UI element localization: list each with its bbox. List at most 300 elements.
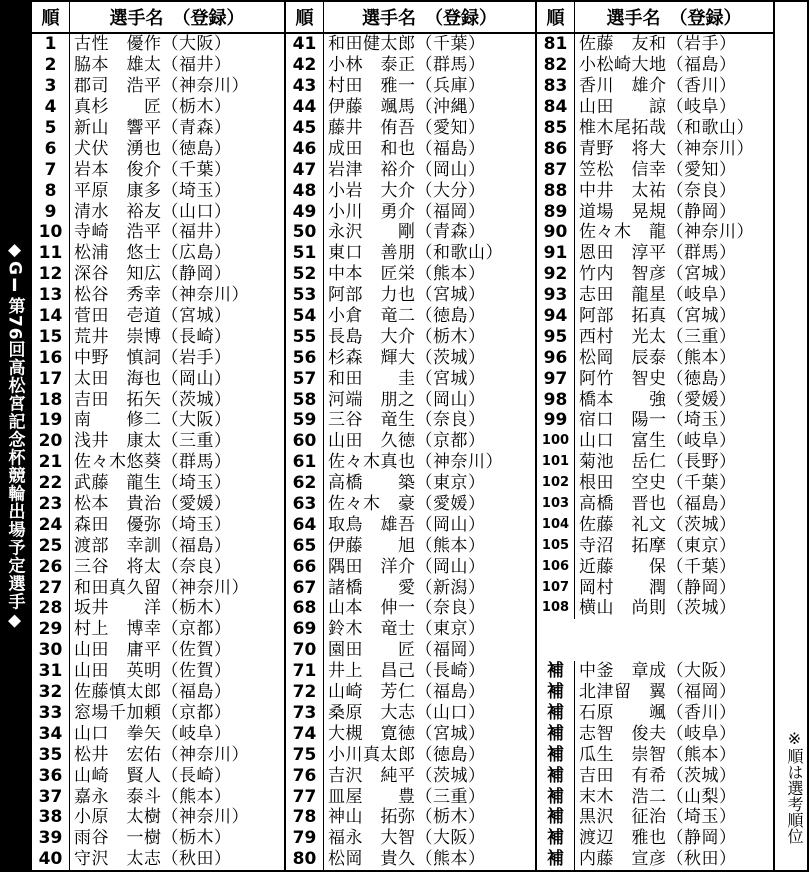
order-number: 80	[286, 849, 324, 870]
rider-name: 真杉 匠（栃木）	[74, 97, 232, 118]
order-number: 54	[286, 306, 324, 327]
table-row	[286, 640, 535, 661]
table-row	[32, 640, 284, 661]
order-number: 91	[537, 243, 575, 264]
rider-name: 守沢 太志（秋田）	[74, 849, 232, 870]
rider-name: 新山 響平（青森）	[74, 118, 232, 138]
order-number: 29	[32, 619, 70, 640]
rider-name: 松井 宏佑（神奈川）	[74, 744, 249, 765]
rider-name: 笠松 信幸（愛知）	[579, 159, 737, 180]
rider-name: 阿部 力也（宮城）	[328, 285, 486, 306]
order-number: 1	[32, 34, 70, 55]
table-row	[537, 577, 773, 598]
order-number: 36	[32, 765, 70, 786]
table-row	[286, 326, 535, 347]
order-number: 補	[537, 786, 575, 807]
table-row	[537, 598, 773, 619]
rider-name: 中野 慎詞（岩手）	[74, 347, 232, 368]
order-number: 83	[537, 76, 575, 97]
table-row	[286, 682, 535, 703]
order-number: 106	[537, 556, 575, 577]
order-number: 90	[537, 222, 575, 243]
rider-name: 渡辺 雅也（静岡）	[579, 828, 737, 849]
table-row	[32, 326, 284, 347]
table-row	[537, 34, 773, 55]
table-row	[537, 285, 773, 306]
table-row	[537, 410, 773, 431]
order-number: 31	[32, 661, 70, 682]
order-number: 94	[537, 306, 575, 327]
rider-name: 松本 貴治（愛媛）	[74, 494, 232, 515]
order-number: 12	[32, 264, 70, 285]
order-number: 79	[286, 828, 324, 849]
rider-name: 阿部 拓真（宮城）	[579, 306, 737, 327]
order-number: 96	[537, 347, 575, 368]
title-bar	[0, 0, 30, 872]
order-number: 45	[286, 118, 324, 139]
table-row	[32, 514, 284, 535]
table-row	[286, 347, 535, 368]
rider-name: 小川 勇介（福岡）	[328, 201, 486, 222]
rider-name: 深谷 知広（静岡）	[74, 264, 232, 285]
order-number: 35	[32, 744, 70, 765]
rider-name: 渡部 幸訓（福島）	[74, 535, 232, 556]
order-number: 37	[32, 786, 70, 807]
table-row	[32, 577, 284, 598]
table-row	[286, 556, 535, 577]
table-row	[537, 138, 773, 159]
order-number: 34	[32, 723, 70, 744]
table-row	[32, 55, 284, 76]
order-number: 70	[286, 640, 324, 661]
table-row	[537, 661, 773, 682]
rider-name: 高橋 築（東京）	[328, 473, 486, 494]
rider-name: 橋本 強（愛媛）	[579, 389, 737, 410]
rider-name: 松岡 辰泰（熊本）	[579, 347, 737, 368]
table-row	[32, 368, 284, 389]
table-row	[32, 76, 284, 97]
order-number: 補	[537, 703, 575, 724]
table-row	[537, 180, 773, 201]
order-number: 99	[537, 410, 575, 431]
rider-name: 郡司 浩平（神奈川）	[74, 76, 249, 97]
order-number: 93	[537, 285, 575, 306]
table-row	[32, 744, 284, 765]
table-row	[286, 828, 535, 849]
table-row	[32, 431, 284, 452]
rider-name: 浅井 康太（三重）	[74, 431, 232, 452]
rider-name: 竹内 智彦（宮城）	[579, 264, 737, 285]
rider-name: 佐藤慎太郎（福島）	[74, 682, 232, 703]
table-row	[286, 494, 535, 515]
order-number: 102	[537, 473, 575, 494]
order-number: 33	[32, 703, 70, 724]
table-row	[286, 159, 535, 180]
order-number: 30	[32, 640, 70, 661]
table-row	[32, 619, 284, 640]
table-row	[286, 807, 535, 828]
rider-name: 杉森 輝大（茨城）	[328, 347, 486, 368]
order-number: 108	[537, 598, 575, 619]
table-row	[32, 786, 284, 807]
table-row	[286, 744, 535, 765]
table-row	[286, 849, 535, 870]
rider-name: 菊池 岳仁（長野）	[579, 452, 737, 473]
table-row	[32, 180, 284, 201]
name-header: 選手名 （登録）	[362, 8, 497, 29]
table-row	[537, 222, 773, 243]
order-number: 97	[537, 368, 575, 389]
order-number: 18	[32, 389, 70, 410]
rider-name: 取鳥 雄吾（岡山）	[328, 514, 486, 535]
table-row	[32, 473, 284, 494]
rider-name: 根田 空史（千葉）	[579, 473, 737, 494]
table-row	[32, 452, 284, 473]
order-header: 順	[32, 2, 70, 32]
table-row	[32, 97, 284, 118]
order-number: 104	[537, 514, 575, 535]
order-number: 77	[286, 786, 324, 807]
order-number: 13	[32, 285, 70, 306]
rider-name: 佐藤 礼文（茨城）	[579, 514, 737, 535]
order-number: 57	[286, 368, 324, 389]
name-header: 選手名 （登録）	[606, 8, 742, 29]
table-row	[32, 598, 284, 619]
order-number: 74	[286, 723, 324, 744]
order-number: 51	[286, 243, 324, 264]
table-row	[537, 535, 773, 556]
rider-name: 成田 和也（福島）	[328, 138, 486, 159]
rider-name: 桑原 大志（山口）	[328, 702, 486, 723]
table-row	[537, 159, 773, 180]
rider-name: 山口 拳矢（岐阜）	[74, 723, 232, 744]
order-number: 11	[32, 243, 70, 264]
table-row	[537, 368, 773, 389]
order-number: 4	[32, 97, 70, 118]
table-row	[537, 55, 773, 76]
order-number: 3	[32, 76, 70, 97]
table-row	[32, 723, 284, 744]
table-row	[32, 201, 284, 222]
rider-name: 森田 優弥（埼玉）	[74, 514, 232, 535]
order-number: 26	[32, 556, 70, 577]
table-row	[32, 849, 284, 870]
table-row	[286, 598, 535, 619]
rider-name: 和田 圭（宮城）	[328, 368, 486, 389]
table-row	[286, 97, 535, 118]
table-row	[537, 744, 773, 765]
order-number: 81	[537, 34, 575, 55]
rider-name: 三谷 竜生（奈良）	[328, 410, 486, 431]
rider-name: 山崎 芳仁（福島）	[328, 682, 486, 703]
table-row	[32, 222, 284, 243]
order-number: 補	[537, 849, 575, 870]
rider-name: 古性 優作（大阪）	[74, 34, 232, 55]
rider-name: 三谷 将太（奈良）	[74, 556, 232, 577]
rider-name: 西村 光太（三重）	[579, 326, 737, 347]
rider-name: 佐々木 豪（愛媛）	[328, 494, 486, 515]
order-number: 補	[537, 682, 575, 703]
rider-name: 武藤 龍生（埼玉）	[74, 473, 232, 494]
rider-name: 道場 晃規（静岡）	[579, 201, 737, 222]
rider-name: 阿竹 智史（徳島）	[579, 368, 737, 389]
order-number: 38	[32, 807, 70, 828]
rider-name: 南 修二（大阪）	[74, 410, 232, 431]
order-number: 103	[537, 494, 575, 515]
rider-name: 松浦 悠士（広島）	[74, 243, 232, 264]
order-number: 2	[32, 55, 70, 76]
rider-name: 村上 博幸（京都）	[74, 619, 232, 640]
table-row	[286, 180, 535, 201]
order-number: 10	[32, 222, 70, 243]
table-row	[286, 264, 535, 285]
table-row	[32, 285, 284, 306]
order-number: 87	[537, 159, 575, 180]
table-row	[32, 306, 284, 327]
table-row	[32, 556, 284, 577]
rider-name: 山田 英明（佐賀）	[74, 661, 232, 682]
order-number: 69	[286, 619, 324, 640]
table-row	[286, 410, 535, 431]
table-row	[537, 201, 773, 222]
rider-name: 小原 太樹（神奈川）	[74, 807, 249, 828]
order-number: 25	[32, 535, 70, 556]
rider-name: 黒沢 征治（埼玉）	[579, 807, 737, 828]
order-number: 68	[286, 598, 324, 619]
order-number: 64	[286, 514, 324, 535]
order-number: 19	[32, 410, 70, 431]
table-row	[537, 118, 773, 139]
order-number: 14	[32, 306, 70, 327]
order-number: 16	[32, 347, 70, 368]
order-number: 63	[286, 494, 324, 515]
rider-name: 末木 浩二（山梨）	[579, 786, 737, 807]
rider-name: 雨谷 一樹（栃木）	[74, 828, 232, 849]
table-row	[537, 326, 773, 347]
table-row	[286, 118, 535, 139]
table-row	[537, 786, 773, 807]
rider-name: 山崎 賢人（長崎）	[74, 765, 232, 786]
table-row	[537, 264, 773, 285]
rider-name: 嘉永 泰斗（熊本）	[74, 786, 232, 807]
rider-name: 青野 将大（神奈川）	[579, 138, 754, 159]
rider-name: 和田真久留（神奈川）	[74, 577, 249, 598]
table-row	[286, 765, 535, 786]
table-row	[32, 347, 284, 368]
order-number: 88	[537, 180, 575, 201]
table-row	[32, 264, 284, 285]
order-number: 53	[286, 285, 324, 306]
order-number: 65	[286, 535, 324, 556]
rider-name: 横山 尚則（茨城）	[579, 598, 737, 619]
rider-name: 松岡 貴久（熊本）	[328, 849, 486, 870]
rider-name: 坂井 洋（栃木）	[74, 598, 232, 619]
rider-name: 宿口 陽一（埼玉）	[579, 410, 737, 431]
table-row	[286, 76, 535, 97]
table-row	[286, 452, 535, 473]
order-number: 100	[537, 431, 575, 452]
table-row	[537, 849, 773, 870]
order-number: 73	[286, 703, 324, 724]
rider-name: 寺崎 浩平（福井）	[74, 222, 232, 243]
order-number: 22	[32, 473, 70, 494]
order-number: 85	[537, 118, 575, 139]
name-header: 選手名 （登録）	[109, 8, 245, 29]
rider-name: 東口 善朋（和歌山）	[328, 243, 503, 264]
roster-column-3	[537, 2, 775, 870]
order-number: 60	[286, 431, 324, 452]
order-number: 48	[286, 180, 324, 201]
table-row	[286, 473, 535, 494]
rider-name: 井上 昌己（長崎）	[328, 661, 486, 682]
order-number: 21	[32, 452, 70, 473]
rider-name: 和田健太郎（千葉）	[328, 34, 486, 55]
rider-name: 中釜 章成（大阪）	[579, 661, 737, 682]
rider-name: 恩田 淳平（群馬）	[579, 243, 737, 264]
table-row	[537, 723, 773, 744]
rider-name: 椎木尾拓哉（和歌山）	[579, 118, 754, 138]
order-number: 15	[32, 326, 70, 347]
order-number: 44	[286, 97, 324, 118]
table-row	[286, 535, 535, 556]
rider-name: 石原 颯（香川）	[579, 702, 737, 723]
rider-name: 近藤 保（千葉）	[579, 556, 737, 577]
order-number: 47	[286, 159, 324, 180]
order-number: 32	[32, 682, 70, 703]
rider-name: 佐々木悠葵（群馬）	[74, 452, 232, 473]
order-number: 76	[286, 765, 324, 786]
rider-name: 高橋 晋也（福島）	[579, 494, 737, 515]
order-number: 71	[286, 661, 324, 682]
table-row	[286, 577, 535, 598]
spacer	[537, 619, 773, 640]
table-row	[537, 243, 773, 264]
order-number: 50	[286, 222, 324, 243]
table-row	[32, 389, 284, 410]
table-row	[537, 452, 773, 473]
table-row	[32, 703, 284, 724]
rider-name: 志田 龍星（岐阜）	[579, 285, 737, 306]
rider-name: 小倉 竜二（徳島）	[328, 306, 486, 327]
rider-name: 脇本 雄太（福井）	[74, 55, 232, 76]
order-number: 92	[537, 264, 575, 285]
table-row	[286, 138, 535, 159]
rider-name: 岡村 潤（静岡）	[579, 577, 737, 598]
rider-name: 山本 伸一（奈良）	[328, 598, 486, 619]
order-number: 6	[32, 138, 70, 159]
rider-name: 吉田 拓矢（茨城）	[74, 389, 232, 410]
table-row	[286, 306, 535, 327]
order-number: 補	[537, 765, 575, 786]
order-number: 67	[286, 577, 324, 598]
order-number: 56	[286, 347, 324, 368]
table-row	[537, 473, 773, 494]
order-number: 62	[286, 473, 324, 494]
order-number: 78	[286, 807, 324, 828]
table-row	[286, 431, 535, 452]
rider-name: 岩本 俊介（千葉）	[74, 159, 232, 180]
rider-name: 北津留 翼（福岡）	[579, 682, 737, 703]
order-number: 24	[32, 514, 70, 535]
selection-order-note: ※順は選考順位	[785, 729, 804, 844]
table-row	[32, 807, 284, 828]
table-row	[286, 201, 535, 222]
rider-name: 瓜生 崇智（熊本）	[579, 744, 737, 765]
rider-name: 小川真太郎（徳島）	[328, 744, 486, 765]
table-row	[32, 138, 284, 159]
order-number: 27	[32, 577, 70, 598]
rider-name: 鈴木 竜士（東京）	[328, 619, 486, 640]
table-row	[32, 828, 284, 849]
order-number: 72	[286, 682, 324, 703]
table-row	[286, 368, 535, 389]
table-row	[537, 682, 773, 703]
table-row	[32, 159, 284, 180]
rider-name: 山田 諒（岐阜）	[579, 97, 737, 118]
order-number: 98	[537, 389, 575, 410]
order-number: 58	[286, 389, 324, 410]
order-number: 補	[537, 828, 575, 849]
order-number: 49	[286, 201, 324, 222]
table-row	[537, 97, 773, 118]
table-row	[32, 765, 284, 786]
roster-table	[30, 0, 809, 872]
rider-name: 中本 匠栄（熊本）	[328, 264, 486, 285]
table-row	[32, 243, 284, 264]
order-number: 61	[286, 452, 324, 473]
order-number: 52	[286, 264, 324, 285]
rider-name: 平原 康多（埼玉）	[74, 180, 232, 201]
rider-name: 清水 裕友（山口）	[74, 201, 232, 222]
table-row	[32, 682, 284, 703]
table-row	[537, 828, 773, 849]
rider-name: 福永 大智（大阪）	[328, 828, 486, 849]
table-row	[286, 723, 535, 744]
roster-column-1	[32, 2, 286, 870]
order-number: 89	[537, 201, 575, 222]
rider-name: 佐々木真也（神奈川）	[328, 452, 503, 473]
order-number: 59	[286, 410, 324, 431]
order-number: 46	[286, 138, 324, 159]
table-row	[537, 556, 773, 577]
column-header	[32, 2, 284, 34]
order-number: 補	[537, 661, 575, 682]
rider-name: 伊藤 旭（熊本）	[328, 535, 486, 556]
rider-name: 園田 匠（福岡）	[328, 640, 486, 661]
rider-name: 松谷 秀幸（神奈川）	[74, 285, 249, 306]
table-row	[32, 661, 284, 682]
order-number: 84	[537, 97, 575, 118]
rider-name: 小林 泰正（群馬）	[328, 55, 486, 76]
order-number: 75	[286, 744, 324, 765]
table-row	[32, 34, 284, 55]
order-number: 55	[286, 326, 324, 347]
rider-name: 永沢 剛（青森）	[328, 222, 486, 243]
rider-name: 佐々木 龍（神奈川）	[579, 222, 754, 243]
rider-name: 志智 俊夫（岐阜）	[579, 723, 737, 744]
order-number: 82	[537, 55, 575, 76]
spacer	[537, 640, 773, 661]
table-row	[537, 306, 773, 327]
order-number: 17	[32, 368, 70, 389]
rider-name: 伊藤 颯馬（沖縄）	[328, 97, 486, 118]
table-row	[286, 786, 535, 807]
table-row	[537, 76, 773, 97]
table-row	[537, 514, 773, 535]
order-number: 105	[537, 535, 575, 556]
table-row	[537, 389, 773, 410]
column-header	[286, 2, 535, 34]
